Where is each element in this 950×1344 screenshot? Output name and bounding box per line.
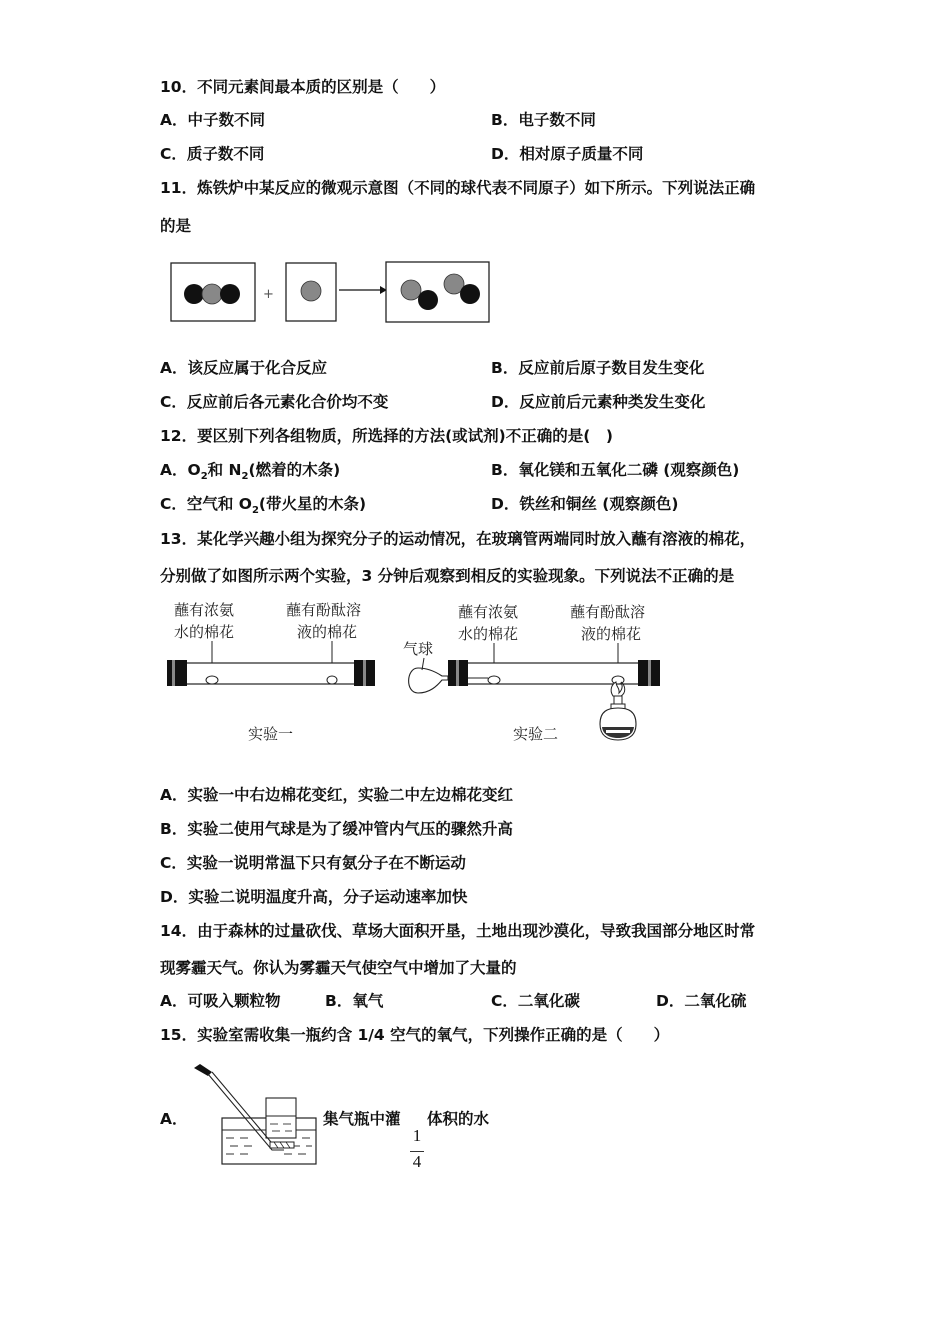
q13-stem-line1: 13．某化学兴趣小组为探究分子的运动情况，在玻璃管两端同时放入蘸有溶液的棉花， [160, 530, 756, 548]
black-atom [184, 284, 204, 304]
q13-option-d: D．实验二说明温度升高，分子运动速率加快 [160, 888, 468, 906]
q10-stem: 10．不同元素间最本质的区别是（ ） [160, 78, 446, 96]
q15-water-trough-figure [188, 1058, 320, 1170]
q13-experiment-figure [160, 596, 670, 752]
q12-stem: 12．要区别下列各组物质，所选择的方法(或试剂)不正确的是( ) [160, 427, 613, 445]
q12-option-d: D．铁丝和铜丝 (观察颜色) [491, 495, 679, 513]
exp1-caption: 实验一 [248, 725, 294, 743]
exp1-right-label-line1: 蘸有酚酞溶 [286, 601, 362, 619]
q15-option-a-label: A． [160, 1110, 188, 1128]
q12-option-b: B．氧化镁和五氧化二磷 (观察颜色) [491, 461, 740, 479]
q11-option-c: C．反应前后各元素化合价均不变 [160, 393, 389, 411]
black-atom [460, 284, 480, 304]
q11-option-b: B．反应前后原子数目发生变化 [491, 359, 705, 377]
q13-option-a: A．实验一中右边棉花变红，实验二中左边棉花变红 [160, 786, 513, 804]
exp1-right-cotton [327, 676, 337, 684]
black-atom [418, 290, 438, 310]
gas-collecting-jar [266, 1098, 296, 1138]
exp2-left-label-line2: 水的棉花 [458, 625, 519, 643]
q15-stem: 15．实验室需收集一瓶约含 1/4 空气的氧气，下列操作正确的是（ ） [160, 1026, 670, 1044]
fraction-denominator: 4 [412, 1152, 422, 1171]
q11-stem-line2: 的是 [160, 217, 192, 235]
exp2-caption: 实验二 [513, 725, 559, 743]
grey-atom [301, 281, 321, 301]
q15-option-a-text-2: 体积的水 [427, 1110, 490, 1128]
plus-sign: + [263, 287, 274, 302]
q13-option-c: C．实验一说明常温下只有氨分子在不断运动 [160, 854, 466, 872]
fraction-numerator: 1 [412, 1126, 422, 1145]
q11-option-d: D．反应前后元素种类发生变化 [491, 393, 706, 411]
q13-stem-line2: 分别做了如图所示两个实验，3 分钟后观察到相反的实验现象。下列说法不正确的是 [160, 567, 735, 585]
q12-option-c: C．空气和 $O_2$(带火星的木条) [160, 495, 367, 517]
q14-option-a: A．可吸入颗粒物 [160, 992, 281, 1010]
exp2-left-cotton [488, 676, 500, 684]
balloon-icon [409, 668, 448, 693]
q10-option-a: A．中子数不同 [160, 111, 265, 129]
exp2-balloon-label: 气球 [403, 640, 434, 658]
exp1-right-label-line2: 液的棉花 [297, 623, 358, 641]
q14-option-b: B．氧气 [325, 992, 384, 1010]
alcohol-lamp-icon [600, 682, 636, 740]
exp2-right-label-line2: 液的棉花 [581, 625, 642, 643]
exp1-left-label-line2: 水的棉花 [174, 623, 235, 641]
q11-reaction-diagram [168, 258, 498, 328]
q10-option-b: B．电子数不同 [491, 111, 596, 129]
q13-option-b: B．实验二使用气球是为了缓冲管内气压的骤然升高 [160, 820, 513, 838]
exp2-right-label-line1: 蘸有酚酞溶 [570, 603, 646, 621]
q14-stem-line2: 现雾霾天气。你认为雾霾天气使空气中增加了大量的 [160, 959, 517, 977]
q14-stem-line1: 14．由于森林的过量砍伐、草场大面积开垦，土地出现沙漠化，导致我国部分地区时常 [160, 922, 756, 940]
q15-option-a-text-1: 集气瓶中灌 [323, 1110, 401, 1128]
exp1-left-cotton [206, 676, 218, 684]
black-atom [220, 284, 240, 304]
exp1-left-label-line1: 蘸有浓氨 [174, 601, 235, 619]
exp1-left-stopper [167, 660, 187, 686]
q14-option-c: C．二氧化碳 [491, 992, 580, 1010]
exp2-left-label-line1: 蘸有浓氨 [458, 603, 519, 621]
q12-option-a: A．$O_2$和 $N_2$(燃着的木条) [160, 461, 341, 483]
q14-option-d: D．二氧化硫 [656, 992, 747, 1010]
grey-atom [202, 284, 222, 304]
q10-option-d: D．相对原子质量不同 [491, 145, 644, 163]
grey-atom [401, 280, 421, 300]
tube-stopper-icon [194, 1064, 212, 1076]
q11-stem-line1: 11．炼铁炉中某反应的微观示意图（不同的球代表不同原子）如下所示。下列说法正确 [160, 179, 756, 197]
q10-option-c: C．质子数不同 [160, 145, 265, 163]
q11-option-a: A．该反应属于化合反应 [160, 359, 327, 377]
